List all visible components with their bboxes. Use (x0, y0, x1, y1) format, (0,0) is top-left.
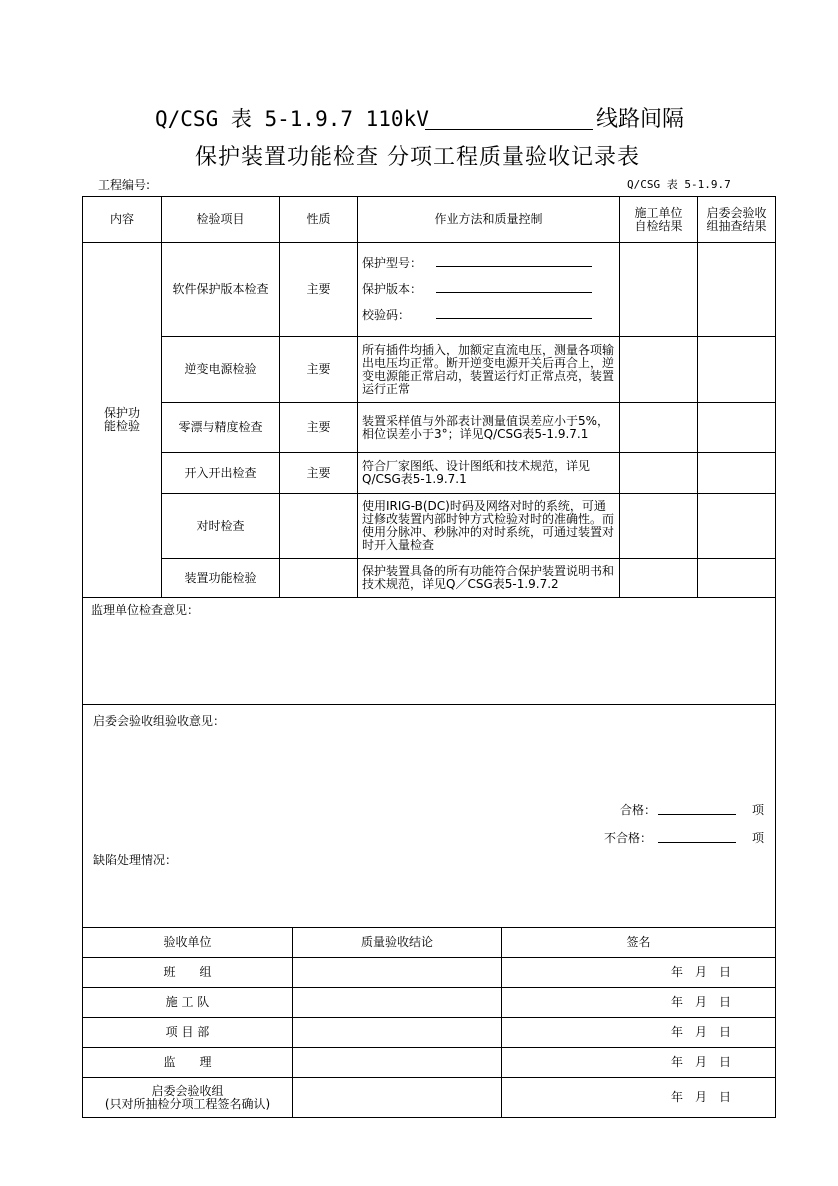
fail-unit: 项 (752, 831, 765, 845)
defect-label: 缺陷处理情况： (93, 853, 178, 867)
row-item: 逆变电源检验 (161, 336, 280, 403)
committee-check-result[interactable] (697, 452, 776, 494)
committee-opinion-label: 启委会验收组验收意见： (93, 714, 226, 728)
pass-unit: 项 (752, 803, 765, 817)
header-content: 内容 (82, 196, 162, 243)
header-nature: 性质 (279, 196, 358, 243)
row-method: 符合厂家图纸、设计图纸和技术规范，详见Q/CSG表5-1.9.7.1 (357, 452, 620, 494)
sign-conclusion[interactable] (292, 1047, 502, 1078)
field-label: 校验码： (362, 307, 411, 322)
header-method: 作业方法和质量控制 (357, 196, 620, 243)
sign-conclusion[interactable] (292, 987, 502, 1018)
field-input-blank[interactable] (436, 318, 592, 319)
sign-date[interactable]: 年 月 日 (501, 1077, 776, 1118)
form-code: Q/CSG 表 5-1.9.7 (627, 178, 731, 191)
row-method: 所有插件均插入，加额定直流电压，测量各项输出电压均正常。断开逆变电源开关后再合上，逆变电源能正常启动，装置运行灯正常点亮，装置运行正常 (357, 336, 620, 403)
sign-unit: 施 工 队 (82, 987, 293, 1018)
committee-check-result[interactable] (697, 242, 776, 337)
committee-opinion[interactable] (82, 704, 776, 928)
fail-label: 不合格： (604, 831, 653, 845)
sign-unit: 启委会验收组 (只对所抽检分项工程签名确认) (82, 1077, 293, 1118)
committee-check-result[interactable] (697, 402, 776, 453)
self-check-result[interactable] (619, 242, 698, 337)
committee-check-result[interactable] (697, 336, 776, 403)
sign-header-unit: 验收单位 (82, 927, 293, 958)
self-check-result[interactable] (619, 493, 698, 559)
committee-check-result[interactable] (697, 493, 776, 559)
project-no-label: 工程编号: (98, 178, 151, 192)
group-label: 保护功 能检验 (82, 242, 162, 598)
header-item: 检验项目 (161, 196, 280, 243)
title-line1-suffix: 线路间隔 (596, 107, 685, 132)
title-line1-prefix: Q/CSG 表 5-1.9.7 110kV (155, 107, 429, 131)
sign-date[interactable]: 年 月 日 (501, 957, 776, 988)
pass-count-blank[interactable] (658, 814, 736, 815)
row-nature (279, 493, 358, 559)
row-nature: 主要 (279, 452, 358, 494)
self-check-result[interactable] (619, 336, 698, 403)
row-nature: 主要 (279, 242, 358, 337)
fail-count-blank[interactable] (658, 842, 736, 843)
self-check-result[interactable] (619, 402, 698, 453)
sign-conclusion[interactable] (292, 957, 502, 988)
page-title: 保护装置功能检查 分项工程质量验收记录表 (195, 145, 640, 170)
header-self-check: 施工单位 自检结果 (619, 196, 698, 243)
header-committee-check: 启委会验收 组抽查结果 (697, 196, 776, 243)
row-nature: 主要 (279, 402, 358, 453)
field-row (362, 283, 592, 296)
sign-header-conclusion: 质量验收结论 (292, 927, 502, 958)
sign-date[interactable]: 年 月 日 (501, 1047, 776, 1078)
line-name-blank[interactable] (425, 129, 593, 130)
self-check-result[interactable] (619, 558, 698, 598)
field-input-blank[interactable] (436, 266, 592, 267)
row-item: 零漂与精度检查 (161, 402, 280, 453)
sign-unit: 监 理 (82, 1047, 293, 1078)
sign-unit: 项 目 部 (82, 1017, 293, 1048)
row-nature: 主要 (279, 336, 358, 403)
supervision-opinion[interactable]: 监理单位检查意见： (82, 597, 776, 705)
row-method: 装置采样值与外部表计测量值误差应小于5%，相位误差小于3°；详见Q/CSG表5-1.9.7.1 (357, 402, 620, 453)
field-row (362, 257, 592, 270)
sign-unit: 班 组 (82, 957, 293, 988)
row-item: 软件保护版本检查 (161, 242, 280, 337)
field-input-blank[interactable] (436, 292, 592, 293)
sign-date[interactable]: 年 月 日 (501, 1017, 776, 1048)
committee-check-result[interactable] (697, 558, 776, 598)
sign-conclusion[interactable] (292, 1077, 502, 1118)
sign-header-signature: 签名 (501, 927, 776, 958)
field-row (362, 309, 592, 322)
field-label: 保护型号： (362, 256, 423, 271)
row-item: 对时检查 (161, 493, 280, 559)
self-check-result[interactable] (619, 452, 698, 494)
field-label: 保护版本： (362, 281, 423, 296)
row-method: 使用IRIG-B(DC)时码及网络对时的系统，可通过修改装置内部时钟方式检验对时的准确性。而使用分脉冲、秒脉冲的对时系统，可通过装置对时开入量检查 (357, 493, 620, 559)
sign-date[interactable]: 年 月 日 (501, 987, 776, 1018)
row-method: 保护装置具备的所有功能符合保护装置说明书和技术规范，详见Q／CSG表5-1.9.7.2 (357, 558, 620, 598)
sign-conclusion[interactable] (292, 1017, 502, 1048)
row-item: 装置功能检验 (161, 558, 280, 598)
row-item: 开入开出检查 (161, 452, 280, 494)
pass-label: 合格： (620, 803, 657, 817)
row-nature (279, 558, 358, 598)
row-method-fields (357, 242, 620, 337)
